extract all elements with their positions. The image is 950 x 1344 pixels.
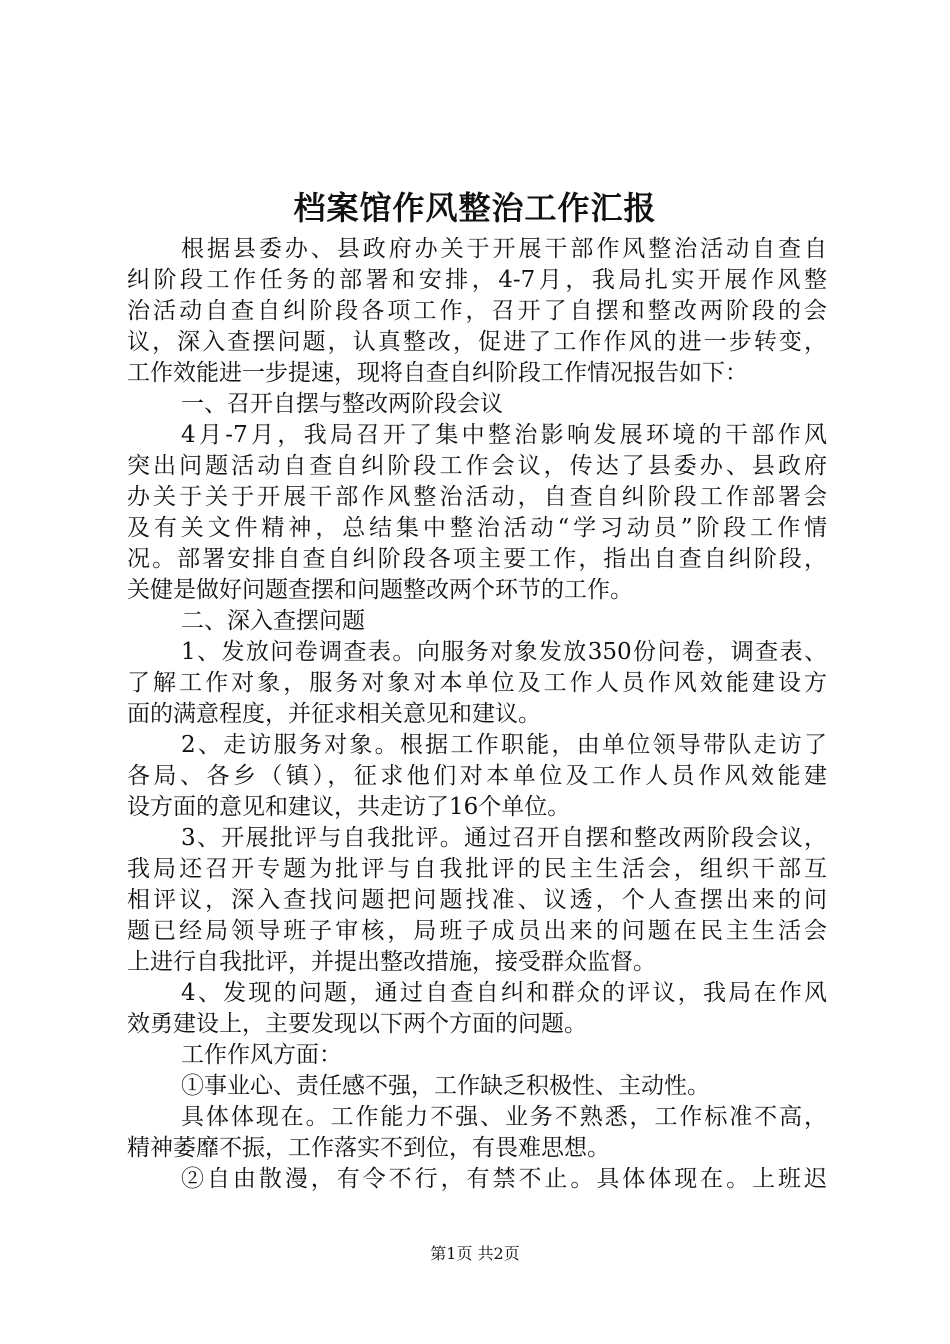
body-line: ①事业心、责任感不强，工作缺乏积极性、主动性。 xyxy=(181,1073,710,1099)
body-line: 题已经局领导班子审核，局班子成员出来的问题在民主生活会 xyxy=(127,918,827,944)
body-line: 4、发现的问题，通过自查自纠和群众的评议，我局在作风 xyxy=(181,980,827,1006)
body-line: 4月-7月，我局召开了集中整治影响发展环境的干部作风 xyxy=(181,422,827,448)
body-line: 各局、各乡（镇），征求他们对本单位及工作人员作风效能建 xyxy=(127,763,827,789)
body-line: 上进行自我批评，并提出整改措施，接受群众监督。 xyxy=(127,949,656,975)
body-line: 具体体现在。工作能力不强、业务不熟悉，工作标准不高， xyxy=(181,1104,827,1130)
body-line: 面的满意程度，并征求相关意见和建议。 xyxy=(127,701,541,727)
section-heading: 工作作风方面： xyxy=(181,1042,342,1068)
body-line: 议，深入查摆问题，认真整改，促进了工作作风的进一步转变， xyxy=(127,329,827,355)
body-line: 了解工作对象，服务对象对本单位及工作人员作风效能建设方 xyxy=(127,670,827,696)
body-line: 工作效能进一步提速，现将自查自纠阶段工作情况报告如下： xyxy=(127,360,748,386)
body-line: 根据县委办、县政府办关于开展干部作风整治活动自查自 xyxy=(181,236,827,262)
body-line: 纠阶段工作任务的部署和安排，4-7月，我局扎实开展作风整 xyxy=(127,267,827,293)
body-line: 精神萎靡不振，工作落实不到位，有畏难思想。 xyxy=(127,1135,610,1161)
document-title: 档案馆作风整治工作汇报 xyxy=(293,189,657,227)
body-line: 及有关文件精神，总结集中整治活动“学习动员”阶段工作情 xyxy=(127,515,827,541)
body-line: 我局还召开专题为批评与自我批评的民主生活会，组织干部互 xyxy=(127,856,827,882)
section-heading: 一、召开自摆与整改两阶段会议 xyxy=(181,391,503,417)
body-line: 突出问题活动自查自纠阶段工作会议，传达了县委办、县政府 xyxy=(127,453,827,479)
body-line: 3、开展批评与自我批评。通过召开自摆和整改两阶段会议， xyxy=(181,825,827,851)
body-line: 办关于关于开展干部作风整治活动，自查自纠阶段工作部署会 xyxy=(127,484,827,510)
body-line: 关健是做好问题查摆和问题整改两个环节的工作。 xyxy=(127,577,633,603)
body-line: 2、走访服务对象。根据工作职能，由单位领导带队走访了 xyxy=(181,732,827,758)
body-line: 治活动自查自纠阶段各项工作，召开了自摆和整改两阶段的会 xyxy=(127,298,827,324)
section-heading: 二、深入查摆问题 xyxy=(181,608,365,634)
body-line: ②自由散漫，有令不行，有禁不止。具体体现在。上班迟 xyxy=(181,1166,827,1192)
body-line: 设方面的意见和建议，共走访了16个单位。 xyxy=(127,794,571,820)
body-line: 1、发放问卷调查表。向服务对象发放350份问卷，调查表、 xyxy=(181,639,827,665)
page-footer: 第1页 共2页 xyxy=(430,1244,520,1263)
body-line: 效勇建设上，主要发现以下两个方面的问题。 xyxy=(127,1011,587,1037)
body-line: 况。部署安排自查自纠阶段各项主要工作，指出自查自纠阶段， xyxy=(127,546,827,572)
body-line: 相评议，深入查找问题把问题找准、议透，个人查摆出来的问 xyxy=(127,887,827,913)
document-body xyxy=(127,234,827,1195)
